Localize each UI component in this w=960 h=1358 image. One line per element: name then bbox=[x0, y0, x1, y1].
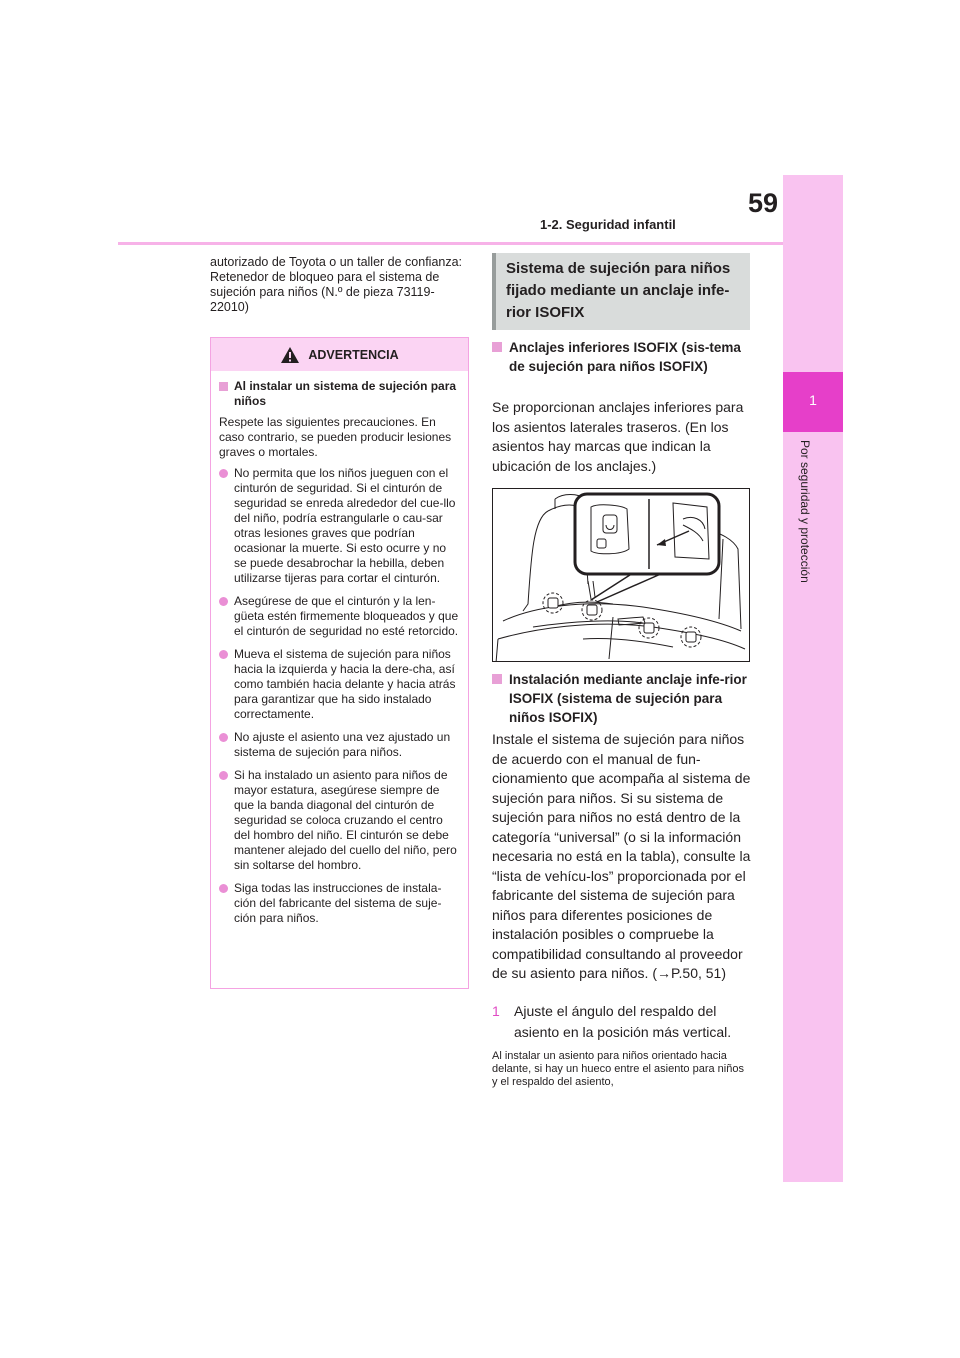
list-item: Siga todas las instrucciones de instala-ción del fabricante del sistema de suje-ción para niños. bbox=[219, 881, 460, 926]
bullet-dot-icon bbox=[219, 469, 228, 478]
side-tab-label: Por seguridad y protección bbox=[798, 440, 812, 583]
anchors-paragraph: Se proporcionan anclajes inferiores para los asientos laterales traseros. (En los asientos hay marcas que indican la ubicación de los anclajes.) bbox=[492, 399, 744, 474]
list-item: Asegúrese de que el cinturón y la len-güeta estén firmemente bloqueados y que el cinturón de seguridad no esté retorcido. bbox=[219, 594, 460, 639]
warning-subheading-text: Al instalar un sistema de sujeción para niños bbox=[234, 379, 457, 408]
warning-triangle-icon bbox=[280, 346, 300, 364]
page-number: 59 bbox=[748, 188, 779, 218]
step-1 bbox=[492, 1001, 752, 1043]
step-number: 1 bbox=[492, 1003, 500, 1019]
square-bullet-icon bbox=[492, 674, 502, 684]
side-tab bbox=[783, 175, 843, 1182]
bullet-dot-icon bbox=[219, 771, 228, 780]
rear-seat-illustration bbox=[493, 489, 750, 662]
step-text: Ajuste el ángulo del respaldo del asiento en la posición más vertical. bbox=[514, 1003, 732, 1040]
warning-box bbox=[210, 337, 469, 989]
warning-intro: Respete las siguientes precauciones. En caso contrario, se pueden producir lesiones graves o mortales. bbox=[219, 415, 452, 459]
subsection-heading-installation: Instalación mediante anclaje infe-rior ISOFIX (sistema de sujeción para niños ISOFIX) bbox=[492, 670, 752, 727]
header-rule bbox=[118, 242, 783, 245]
square-bullet-icon bbox=[492, 342, 502, 352]
list-item: Si ha instalado un asiento para niños de mayor estatura, asegúrese siempre de que la banda diagonal del cinturón de seguridad se coloca cruzando el centro del hombro del niño. El cinturón se debe mantener alejado del cuello del niño, pero sin soltarse del hombro. bbox=[219, 768, 460, 873]
isofix-anchor-illustration bbox=[492, 488, 750, 662]
note-paragraph: Al instalar un asiento para niños orientado hacia delante, si hay un hueco entre el asiento para niños y el respaldo del asiento, bbox=[492, 1050, 744, 1088]
warning-header bbox=[211, 338, 468, 371]
bullet-dot-icon bbox=[219, 650, 228, 659]
isofix-section-header: Sistema de sujeción para niños fijado mediante un anclaje infe-rior ISOFIX bbox=[492, 253, 750, 330]
list-item: No permita que los niños jueguen con el cinturón de seguridad. Si el cinturón de seguridad se enreda alrededor del cue-llo del niño, podría estrangularle o cau-sar otras lesiones graves que podrían ocasionar la muerte. Si esto ocurre y no se puede desabrochar la hebilla, deben utilizarse tijeras para cortar el cinturón. bbox=[219, 466, 460, 586]
bullet-dot-icon bbox=[219, 884, 228, 893]
warning-bullet-list bbox=[219, 466, 460, 926]
bullet-dot-icon bbox=[219, 597, 228, 606]
side-tab-number: 1 bbox=[809, 392, 817, 408]
subsection-heading-anchors: Anclajes inferiores ISOFIX (sis-tema de sujeción para niños ISOFIX) bbox=[492, 338, 752, 376]
intro-text: autorizado de Toyota o un taller de confianza: Retenedor de bloqueo para el sistema de sujeción para niños (N.º de pieza 73119-22010) bbox=[210, 255, 463, 314]
bullet-dot-icon bbox=[219, 733, 228, 742]
installation-paragraph: Instale el sistema de sujeción para niños de acuerdo con el manual de fun-cionamiento que acompaña al sistema de sujeción para niños. Si su sistema de sujeción para niños no está dentro de la categoría “universal” (o si la información necesaria no está en la tabla), consulte la “lista de vehícu-los” proporcionada por el fabricante del sistema de sujeción para niños para diferentes posiciones de instalación posibles o compruebe la compatibilidad consultando al proveedor de su asiento para niños. (→P.50, 51) bbox=[492, 731, 751, 981]
warning-title: ADVERTENCIA bbox=[308, 347, 399, 362]
square-bullet-icon bbox=[219, 382, 228, 391]
warning-subheading bbox=[219, 379, 460, 409]
section-title: 1-2. Seguridad infantil bbox=[540, 217, 676, 232]
list-item: Mueva el sistema de sujeción para niños hacia la izquierda y hacia la dere-cha, así como también hacia delante y hacia atrás para garantizar que ha sido instalado correctamente. bbox=[219, 647, 460, 722]
list-item: No ajuste el asiento una vez ajustado un sistema de sujeción para niños. bbox=[219, 730, 460, 760]
